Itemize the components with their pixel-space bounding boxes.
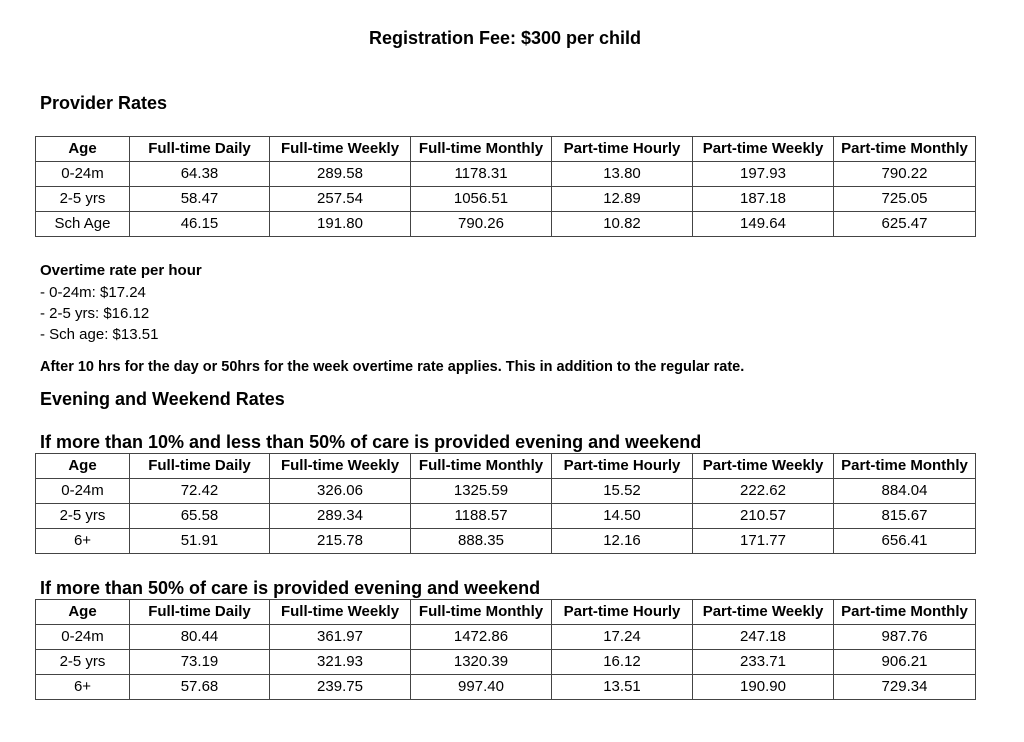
ft-weekly-cell: 239.75 (270, 675, 411, 700)
column-header: Age (36, 600, 130, 625)
age-cell: 0-24m (36, 479, 130, 504)
table-row (36, 650, 976, 675)
pt-hourly-cell: 12.89 (552, 187, 693, 212)
pt-monthly-cell: 656.41 (834, 529, 976, 554)
table-row (36, 162, 976, 187)
overtime-heading: Overtime rate per hour (40, 262, 202, 279)
overtime-line-infant: - 0-24m: $17.24 (40, 284, 146, 301)
table-row (36, 625, 976, 650)
age-cell: 6+ (36, 529, 130, 554)
pt-weekly-cell: 197.93 (693, 162, 834, 187)
pt-monthly-cell: 815.67 (834, 504, 976, 529)
provider-rates-heading: Provider Rates (40, 93, 168, 113)
ft-weekly-cell: 289.34 (270, 504, 411, 529)
table-row (36, 479, 976, 504)
ft-daily-cell: 80.44 (130, 625, 270, 650)
document-title: Registration Fee: $300 per child (368, 28, 642, 48)
column-header: Age (36, 454, 130, 479)
column-header: Age (36, 137, 130, 162)
column-header: Full-time Daily (130, 600, 270, 625)
pt-hourly-cell: 13.51 (552, 675, 693, 700)
ft-daily-cell: 64.38 (130, 162, 270, 187)
pt-monthly-cell: 884.04 (834, 479, 976, 504)
ft-monthly-cell: 790.26 (411, 212, 552, 237)
ft-monthly-cell: 1188.57 (411, 504, 552, 529)
table-row (36, 212, 976, 237)
ft-daily-cell: 58.47 (130, 187, 270, 212)
ft-monthly-cell: 1472.86 (411, 625, 552, 650)
ft-monthly-cell: 1325.59 (411, 479, 552, 504)
pt-weekly-cell: 190.90 (693, 675, 834, 700)
ft-monthly-cell: 1320.39 (411, 650, 552, 675)
column-header: Part-time Monthly (834, 137, 976, 162)
ft-weekly-cell: 257.54 (270, 187, 411, 212)
ft-monthly-cell: 888.35 (411, 529, 552, 554)
table-row (36, 529, 976, 554)
evening-table2-heading: If more than 50% of care is provided evening and weekend (40, 578, 541, 598)
age-cell: 2-5 yrs (36, 650, 130, 675)
ft-daily-cell: 57.68 (130, 675, 270, 700)
age-cell: Sch Age (36, 212, 130, 237)
age-cell: 0-24m (36, 625, 130, 650)
overtime-line-preschool: - 2-5 yrs: $16.12 (40, 305, 150, 322)
ft-monthly-cell: 997.40 (411, 675, 552, 700)
column-header: Part-time Hourly (552, 454, 693, 479)
table-row (36, 504, 976, 529)
pt-weekly-cell: 187.18 (693, 187, 834, 212)
pt-monthly-cell: 725.05 (834, 187, 976, 212)
ft-weekly-cell: 321.93 (270, 650, 411, 675)
pt-hourly-cell: 17.24 (552, 625, 693, 650)
ft-weekly-cell: 289.58 (270, 162, 411, 187)
table-header-row (36, 137, 976, 162)
column-header: Part-time Monthly (834, 600, 976, 625)
age-cell: 2-5 yrs (36, 187, 130, 212)
evening-table1-heading: If more than 10% and less than 50% of care is provided evening and weekend (40, 432, 702, 452)
ft-weekly-cell: 361.97 (270, 625, 411, 650)
column-header: Part-time Weekly (693, 454, 834, 479)
column-header: Full-time Weekly (270, 137, 411, 162)
ft-weekly-cell: 326.06 (270, 479, 411, 504)
evening-weekend-heading: Evening and Weekend Rates (40, 389, 285, 409)
pt-weekly-cell: 247.18 (693, 625, 834, 650)
pt-hourly-cell: 14.50 (552, 504, 693, 529)
age-cell: 0-24m (36, 162, 130, 187)
table-header-row (36, 454, 976, 479)
ft-daily-cell: 73.19 (130, 650, 270, 675)
pt-weekly-cell: 149.64 (693, 212, 834, 237)
pt-monthly-cell: 906.21 (834, 650, 976, 675)
provider-rates-table (35, 136, 976, 237)
pt-hourly-cell: 15.52 (552, 479, 693, 504)
column-header: Part-time Weekly (693, 600, 834, 625)
pt-hourly-cell: 12.16 (552, 529, 693, 554)
ft-weekly-cell: 191.80 (270, 212, 411, 237)
pt-monthly-cell: 790.22 (834, 162, 976, 187)
ft-daily-cell: 65.58 (130, 504, 270, 529)
pt-weekly-cell: 171.77 (693, 529, 834, 554)
evening-rates-table-1 (35, 453, 976, 554)
column-header: Full-time Weekly (270, 454, 411, 479)
pt-monthly-cell: 729.34 (834, 675, 976, 700)
ft-daily-cell: 72.42 (130, 479, 270, 504)
pt-weekly-cell: 233.71 (693, 650, 834, 675)
evening-rates-table-2 (35, 599, 976, 700)
column-header: Part-time Hourly (552, 137, 693, 162)
ft-daily-cell: 51.91 (130, 529, 270, 554)
ft-monthly-cell: 1056.51 (411, 187, 552, 212)
ft-weekly-cell: 215.78 (270, 529, 411, 554)
column-header: Full-time Monthly (411, 137, 552, 162)
age-cell: 2-5 yrs (36, 504, 130, 529)
ft-daily-cell: 46.15 (130, 212, 270, 237)
pt-monthly-cell: 987.76 (834, 625, 976, 650)
column-header: Full-time Monthly (411, 454, 552, 479)
pt-hourly-cell: 10.82 (552, 212, 693, 237)
pt-weekly-cell: 210.57 (693, 504, 834, 529)
pt-weekly-cell: 222.62 (693, 479, 834, 504)
age-cell: 6+ (36, 675, 130, 700)
table-row (36, 675, 976, 700)
overtime-line-school-age: - Sch age: $13.51 (40, 326, 159, 343)
ft-monthly-cell: 1178.31 (411, 162, 552, 187)
column-header: Part-time Monthly (834, 454, 976, 479)
pt-hourly-cell: 16.12 (552, 650, 693, 675)
overtime-note: After 10 hrs for the day or 50hrs for the week overtime rate applies. This in addition to the regular rate. (40, 359, 745, 375)
column-header: Full-time Weekly (270, 600, 411, 625)
column-header: Full-time Daily (130, 454, 270, 479)
column-header: Part-time Hourly (552, 600, 693, 625)
table-row (36, 187, 976, 212)
column-header: Part-time Weekly (693, 137, 834, 162)
pt-monthly-cell: 625.47 (834, 212, 976, 237)
column-header: Full-time Monthly (411, 600, 552, 625)
pt-hourly-cell: 13.80 (552, 162, 693, 187)
table-header-row (36, 600, 976, 625)
column-header: Full-time Daily (130, 137, 270, 162)
